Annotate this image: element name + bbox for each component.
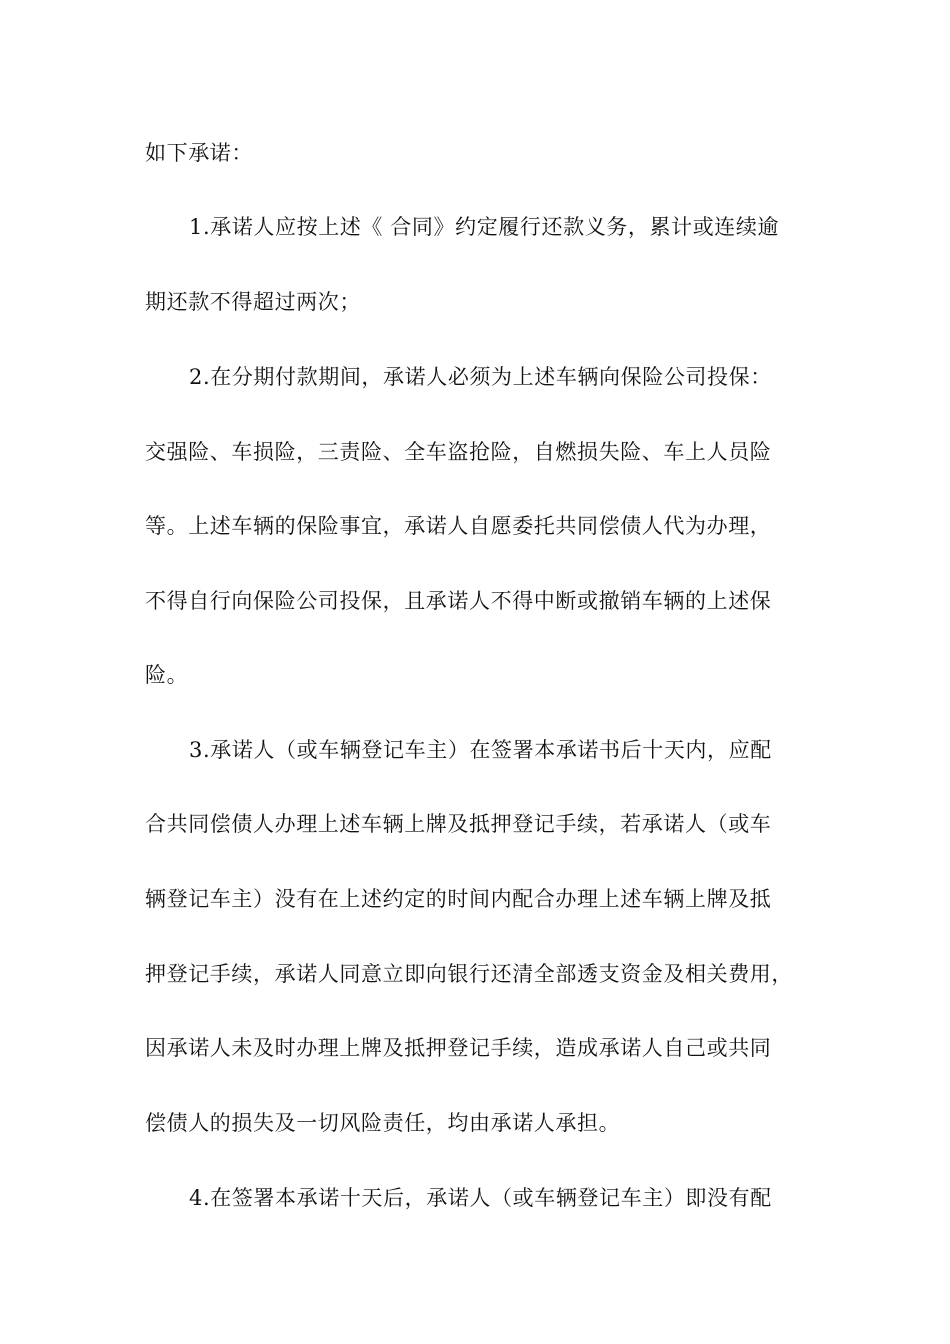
text-line: 4.在签署本承诺十天后，承诺人（或车辆登记车主）即没有配: [189, 1186, 772, 1210]
text-line: 1.承诺人应按上述《 合同》约定履行还款义务，累计或连续逾: [189, 215, 780, 239]
text-line: 偿债人的损失及一切风险责任，均由承诺人承担。: [145, 1111, 621, 1135]
text-line: 险。: [145, 663, 189, 687]
text-line: 交强险、车损险，三责险、全车盗抢险，自燃损失险、车上人员险: [145, 440, 772, 464]
text-line: 不得自行向保险公司投保，且承诺人不得中断或撤销车辆的上述保: [145, 589, 772, 613]
text-line: 辆登记车主）没有在上述约定的时间内配合办理上述车辆上牌及抵: [145, 887, 772, 911]
text-line: 期还款不得超过两次；: [145, 290, 361, 314]
text-line: 押登记手续，承诺人同意立即向银行还清全部透支资金及相关费用，: [145, 962, 793, 986]
text-line: 合共同偿债人办理上述车辆上牌及抵押登记手续，若承诺人（或车: [145, 812, 772, 836]
text-line: 等。上述车辆的保险事宜，承诺人自愿委托共同偿债人代为办理，: [145, 514, 772, 538]
text-line: 如下承诺：: [145, 141, 253, 165]
text-line: 3.承诺人（或车辆登记车主）在签署本承诺书后十天内，应配: [189, 738, 772, 762]
text-line: 2.在分期付款期间，承诺人必须为上述车辆向保险公司投保：: [189, 365, 772, 389]
text-line: 因承诺人未及时办理上牌及抵押登记手续，造成承诺人自己或共同: [145, 1036, 772, 1060]
